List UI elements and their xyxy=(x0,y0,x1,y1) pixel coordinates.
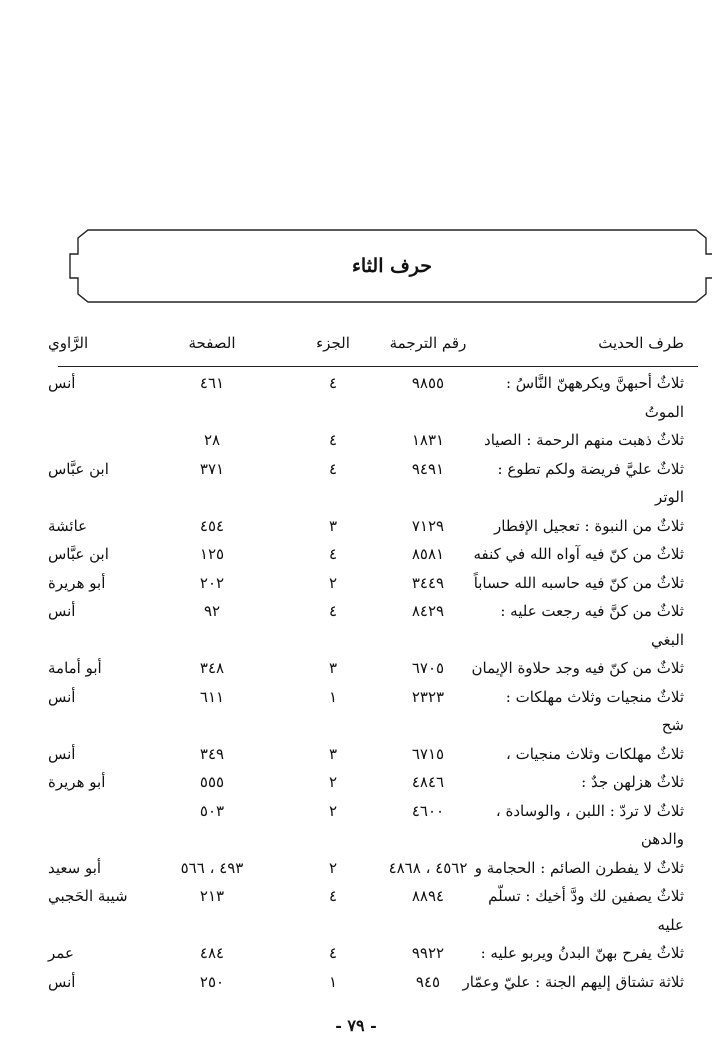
hadith-text: ثلاثٌ من كنّ فيه وجد حلاوة الإيمان xyxy=(471,659,684,677)
hadith-continuation: والدهن xyxy=(640,830,684,848)
tarjama-number: ٩٩٢٢ xyxy=(411,944,445,962)
hadith-text: ثلاثٌ يصفين لك ودَّ أخيك : تسلّم xyxy=(488,887,684,905)
header-hadith: طرف الحديث xyxy=(598,334,684,352)
hadith-continuation: الموتُ xyxy=(644,402,684,421)
hadith-text: ثلاثٌ لا تردّ : اللبن ، والوسادة ، xyxy=(495,801,684,820)
hadith-continuation: الوتر xyxy=(655,488,684,506)
header-juz: الجزء xyxy=(316,334,350,352)
table-row xyxy=(48,374,698,402)
header-tarjama: رقم الترجمة xyxy=(389,334,467,352)
tarjama-number: ١٨٣١ xyxy=(411,431,445,449)
hadith-text: ثلاثٌ من النبوة : تعجيل الإفطار xyxy=(494,516,684,535)
table-row xyxy=(48,858,698,887)
narrator: أنس xyxy=(48,602,76,620)
narrator: ابن عبَّاس xyxy=(48,459,109,478)
hadith-text: ثلاثٌ عليَّ فريضة ولكم تطوع : xyxy=(497,459,684,478)
hadith-text: ثلاثٌ هزلهن جدٌ : xyxy=(581,773,684,791)
juz-number: ٢ xyxy=(328,801,338,820)
table-row xyxy=(48,944,698,972)
hadith-text: ثلاثٌ من كنّ فيه آواه الله في كنفه xyxy=(473,545,684,563)
page-ref: ٥٠٣ xyxy=(199,801,225,820)
juz-number: ٤ xyxy=(328,545,338,563)
page-ref: ٤٨٤ xyxy=(199,944,225,962)
page-ref: ٥٥٥ xyxy=(199,773,225,791)
section-title-frame xyxy=(66,228,712,304)
table-row xyxy=(48,459,698,488)
section-title: حرف الثاء xyxy=(351,255,433,277)
tarjama-number: ٨٨٩٤ xyxy=(411,887,445,905)
hadith-text: ثلاثٌ يفرح بهنّ البدنُ ويربو عليه : xyxy=(480,944,684,962)
page-ref: ٤٦١ xyxy=(199,374,225,392)
juz-number: ٤ xyxy=(328,459,338,478)
juz-number: ١ xyxy=(328,972,338,991)
juz-number: ٤ xyxy=(328,887,338,905)
tarjama-number: ٣٤٤٩ xyxy=(411,573,445,592)
table-row xyxy=(48,573,698,602)
page-ref: ٢١٣ xyxy=(199,887,225,905)
tarjama-number: ٢٣٢٣ xyxy=(411,687,445,706)
juz-number: ٤ xyxy=(328,374,338,392)
table-row xyxy=(48,887,698,915)
hadith-text: ثلاثة تشتاق إليهم الجنة : عليّ وعمّار xyxy=(462,972,684,991)
page-ref: ٦١١ xyxy=(199,687,225,706)
narrator: شيبة الحَجبي xyxy=(48,887,128,905)
juz-number: ٤ xyxy=(328,431,338,449)
hadith-text: ثلاثٌ من كنّ فيه حاسبه الله حساباً xyxy=(473,573,684,592)
page-ref: ٩٢ xyxy=(203,602,221,620)
page-number: - ٧٩ - xyxy=(335,1016,377,1035)
juz-number: ٣ xyxy=(328,659,338,677)
page-ref: ٢٨ xyxy=(203,431,221,449)
header-rawi: الرَّاوي xyxy=(48,334,89,352)
tarjama-number: ٤٨٤٦ xyxy=(411,773,445,791)
juz-number: ٤ xyxy=(328,602,338,620)
tarjama-number: ٤٥٦٢ ، ٤٨٦٨ xyxy=(388,858,468,877)
table-row xyxy=(48,744,698,773)
tarjama-number: ٧١٢٩ xyxy=(411,516,445,535)
table-row xyxy=(48,545,698,573)
page-ref: ٤٥٤ xyxy=(199,516,225,535)
juz-number: ٢ xyxy=(328,858,338,877)
tarjama-number: ٦٧١٥ xyxy=(411,744,445,763)
juz-number: ١ xyxy=(328,687,338,706)
page-ref: ٣٤٩ xyxy=(199,744,225,763)
hadith-continuation: عليه xyxy=(657,915,684,934)
table-row xyxy=(58,431,698,459)
narrator: أنس xyxy=(48,687,76,706)
narrator: أبو أمامة xyxy=(48,659,102,677)
hadith-text: ثلاثٌ من كنَّ فيه رجعت عليه : xyxy=(500,602,684,620)
juz-number: ٢ xyxy=(328,773,338,791)
tarjama-number: ٨٥٨١ xyxy=(411,545,445,563)
narrator: عمر xyxy=(48,944,74,962)
page-ref: ٢٥٠ xyxy=(199,972,225,991)
hadith-continuation: شح xyxy=(661,716,684,734)
table-row xyxy=(48,972,698,1001)
page-ref: ٢٠٢ xyxy=(199,573,225,592)
narrator: عائشة xyxy=(48,516,88,535)
hadith-table xyxy=(48,368,698,1008)
narrator: أبو سعيد xyxy=(48,858,102,877)
hadith-text: ثلاثٌ مهلكات وثلاث منجيات ، xyxy=(505,744,684,763)
tarjama-number: ٤٦٠٠ xyxy=(411,801,445,820)
hadith-text: ثلاثٌ منجيات وثلاث مهلكات : xyxy=(505,687,684,706)
narrator: أنس xyxy=(48,972,76,991)
hadith-text: ثلاثٌ ذهبت منهم الرحمة : الصياد xyxy=(484,431,684,449)
hadith-text: ثلاثٌ لا يفطرن الصائم : الحجامة و xyxy=(474,858,684,877)
table-row xyxy=(58,802,698,830)
table-row xyxy=(48,687,698,716)
table-row xyxy=(48,773,698,801)
table-row xyxy=(48,602,698,630)
tarjama-number: ٩٨٥٥ xyxy=(411,374,445,392)
tarjama-number: ٩٤٩١ xyxy=(411,459,445,478)
table-header xyxy=(48,334,698,366)
header-safha: الصفحة xyxy=(188,334,236,352)
header-divider xyxy=(58,366,698,367)
page-ref: ٣٤٨ xyxy=(199,659,225,677)
juz-number: ٣ xyxy=(328,744,338,763)
juz-number: ٢ xyxy=(328,573,338,592)
page-ref: ٣٧١ xyxy=(199,459,225,478)
hadith-text: ثلاثٌ أحبهنَّ ويكرههنّ النَّاسُ : xyxy=(505,374,684,392)
juz-number: ٣ xyxy=(328,516,338,535)
narrator: ابن عبَّاس xyxy=(48,545,109,563)
table-row xyxy=(48,516,698,545)
narrator: أبو هريرة xyxy=(48,573,106,592)
table-row xyxy=(48,659,698,687)
tarjama-number: ٩٤٥ xyxy=(415,972,441,991)
hadith-continuation: البغي xyxy=(650,630,684,649)
tarjama-number: ٦٧٠٥ xyxy=(411,659,445,677)
page-ref: ١٢٥ xyxy=(199,545,225,563)
narrator: أنس xyxy=(48,744,76,763)
juz-number: ٤ xyxy=(328,944,338,962)
page-ref: ٤٩٣ ، ٥٦٦ xyxy=(180,858,244,877)
tarjama-number: ٨٤٢٩ xyxy=(411,602,445,620)
narrator: أبو هريرة xyxy=(48,773,106,791)
narrator: أنس xyxy=(48,374,76,392)
